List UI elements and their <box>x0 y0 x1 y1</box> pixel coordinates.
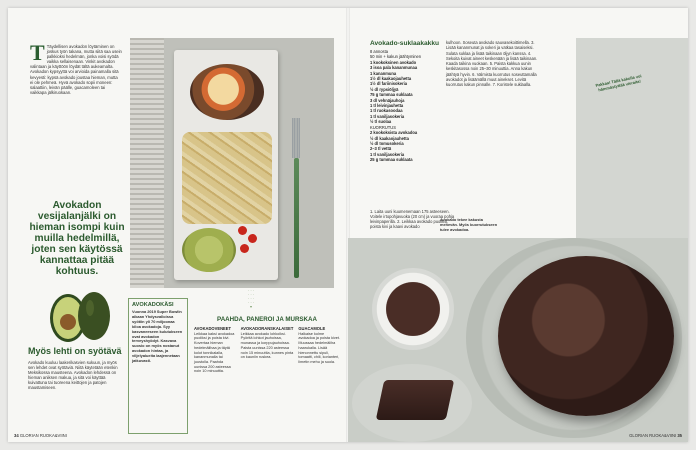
ingredient: 1½ dl fariinisokeria <box>370 81 408 87</box>
ingredient: 1 kananmuna <box>370 70 397 76</box>
left-page <box>8 8 348 442</box>
guacamole-bowl <box>182 228 236 272</box>
pull-quote: Avokadon vesijalanjälki on hieman isompi kuin muilla hedelmillä, joten sen käytössä kannattaa pitää kohtuus. <box>29 200 125 277</box>
kitchen-towel <box>130 38 164 288</box>
intro-text: Täydellisen avokadon löytäminen on joskus työn takana, mutta siitä saa usein palkkioksi hedelmän, jonka voisi syödä vaikka sellaisenaan. Vinkit avokadon valintaan ja käyttöön löydät tältä aukeamalta. Avokadon kypsyyttä voi arvioida painamalla sitä kevyesti: kypsä avokado joustaa hieman, mutta ei ole pehmeä. Hyvä avokado sopii moneen: salaattiin, leivän päälle, guacamoleen tai vaikkapa jälkiruokaan. <box>30 44 122 95</box>
chocolate-cake <box>498 256 674 416</box>
avocado-illustration <box>46 286 112 344</box>
right-page <box>348 8 688 442</box>
drop-cap: T <box>30 40 45 65</box>
portions: 8 annosta <box>370 49 388 54</box>
footer-left <box>14 433 67 438</box>
avocado-whole <box>78 292 110 340</box>
chocolate-shavings-bowl <box>372 268 454 350</box>
section-title: PAAHDA, PANEROI JA MURSKAA <box>217 316 317 323</box>
cake-photo <box>348 238 688 442</box>
ingredient: 75 g tummaa suklaata <box>370 92 413 98</box>
section-column <box>241 326 294 374</box>
ingredient: ½ dl tomusokeria <box>370 140 404 146</box>
intro-text-column <box>30 40 122 95</box>
fork <box>292 118 300 288</box>
sticker-note: Pakkaa! Tällä kakulla voi hämmästyttää vieraita! <box>595 73 642 93</box>
section-column <box>298 326 340 374</box>
stuffed-potato <box>190 64 264 120</box>
page-number: 35 <box>677 433 682 438</box>
dotted-divider: · · · · · · · · · · · · ▾ <box>247 288 255 309</box>
prep-time: 50 min + kakun jäähtyminen <box>370 54 422 60</box>
avocado-fries <box>182 132 272 224</box>
ingredient: 1 tl ruokasoodaa <box>370 108 403 114</box>
magazine-spread <box>8 8 688 442</box>
photo-caption: Avokado tekee kakusta mehevän. Myös kuorrutukseen tulee avokadoa. <box>440 217 498 232</box>
page-number: 34 <box>14 433 19 438</box>
ingredient: 1 tl leivinjauhetta <box>370 103 404 109</box>
ingredient-group-head: KUORRUTUS <box>370 124 396 130</box>
section-column-head: AVOKADOVENEET <box>194 326 231 331</box>
ingredient: ½ tl suolaa <box>370 119 392 125</box>
fact-box-text: Vuonna 2019 Super Bowlin aikaan Yhdysvalloissa syötiin yli 70 miljoonaa kiloa avokadoja. Syy kasvaneeseen kulutukseen ovat avokadon terveyshyödyt. Kasvava suosio on myös nostanut avokadon hintaa, ja viljelyalueita laajennetaan jatkuvasti. <box>132 309 183 364</box>
fact-box-title: AVOKADOKÄSI <box>132 302 174 308</box>
cake-photo-background <box>576 38 688 238</box>
footer-right <box>629 433 682 438</box>
ingredient: 1 tl vaniljasokeria <box>370 113 405 119</box>
cherry-tomato <box>240 244 249 253</box>
ingredient: 25 g tummaa suklaata <box>370 157 413 163</box>
food-photo <box>130 38 334 288</box>
ingredient: 3 isoa pala kananmunaa <box>370 65 418 71</box>
method-steps: kulhoon. Soseuta avokado sauvasekoittimella. 3. Lisää kananmunat ja sokeri ja vatkaa tasaiseksi. Sulata suklaa ja lisää taikinaan öljyn kanssa. 4. Sekoita kuivat aineet keskenään ja lisää taikinaan. Kaada taikina vuokaan. 5. Paista kakkua uunin keskitasossa noin 25–30 minuuttia. Anna kakun jäähtyä hyvin. 6. Valmista kuorrutus soseuttamalla avokadot ja lisäämällä muut ainekset. Levitä kuorrutus kakun pinnalle. 7. Koristele suklaalla. <box>446 40 538 88</box>
recipe-title: Avokado-suklaakakku <box>370 40 440 47</box>
footer-brand: GLORIAN RUOKA&VIINI <box>629 433 677 438</box>
section-column-head: AVOKADORANSKALAISET <box>240 326 294 331</box>
section-column-head: GUACAMOLE <box>298 326 326 331</box>
ingredient: ½ dl kaakaojauhetta <box>370 135 409 141</box>
subheading: Myös lehti on syötävä <box>28 346 122 356</box>
footer-brand: GLORIAN RUOKA&VIINI <box>19 433 67 438</box>
section-column-text: Leikkaa kaksi avokadoa puoliksi ja poista kivi. Kovertaa hieman hedelmälihaa ja täytä kolot tonnikalalla, kananmunalla tai juustolla. Paahda uunissa 200 asteessa noin 10 minuuttia. <box>194 331 235 374</box>
ingredient: ½ dl rypsiöljyä <box>370 86 399 92</box>
method-steps-start: 1. Laita uuni kuumenemaan 175 asteeseen. Voitele irtopohjavuoka (20 cm) ja vuoraa pohja leivinpaperilla. 2. Leikkaa avokado puoliksi, poista kivi ja kaavi avokado <box>370 209 455 229</box>
ingredient: 2–3 tl vettä <box>370 146 392 152</box>
section-column <box>194 326 236 374</box>
section-column-text: Halkaise kolme avokadoa ja poista kivet. Muussaa hedelmäliha haarukalla. Lisää hienonnettu sipuli, tomaatti, chili, korianteri, limetin mehu ja suola. <box>298 331 340 364</box>
cherry-tomato <box>248 234 257 243</box>
ingredient: 1 tl vaniljasokeria <box>370 151 405 157</box>
cherry-tomato <box>238 226 247 235</box>
ingredient: 3 dl vehnäjauhoja <box>370 97 405 103</box>
section-columns <box>194 326 340 374</box>
cake-slice <box>376 380 455 420</box>
ingredient: 2 kookoksista avokadoa <box>370 130 418 136</box>
ingredient: 1 kookoksinen avokado <box>370 59 417 65</box>
body-text: Avokado kuuluu laakerikasvien sukuun, ja myös sen lehdet ovat syötäviä. Niitä käytetään etenkin Meksikossa mausteena. Avokadon lehdessä on hieman aniksen makua, ja sitä voi käyttää kuivattuna tai tuoreena keittojen ja patojen maustamiseen. <box>28 360 118 391</box>
ingredient: 1½ dl kaakaojauhetta <box>370 76 412 82</box>
fact-box <box>128 298 188 434</box>
avocado-pit <box>60 314 76 330</box>
section-column-text: Leikkaa avokado lohkoiksi. Pyöritä lohkot jauhoissa, munassa ja korppujauhoissa. Paista uunissa 220 asteessa noin 15 minuuttia, kunnes pinta on kauniin ruskea. <box>240 331 294 360</box>
